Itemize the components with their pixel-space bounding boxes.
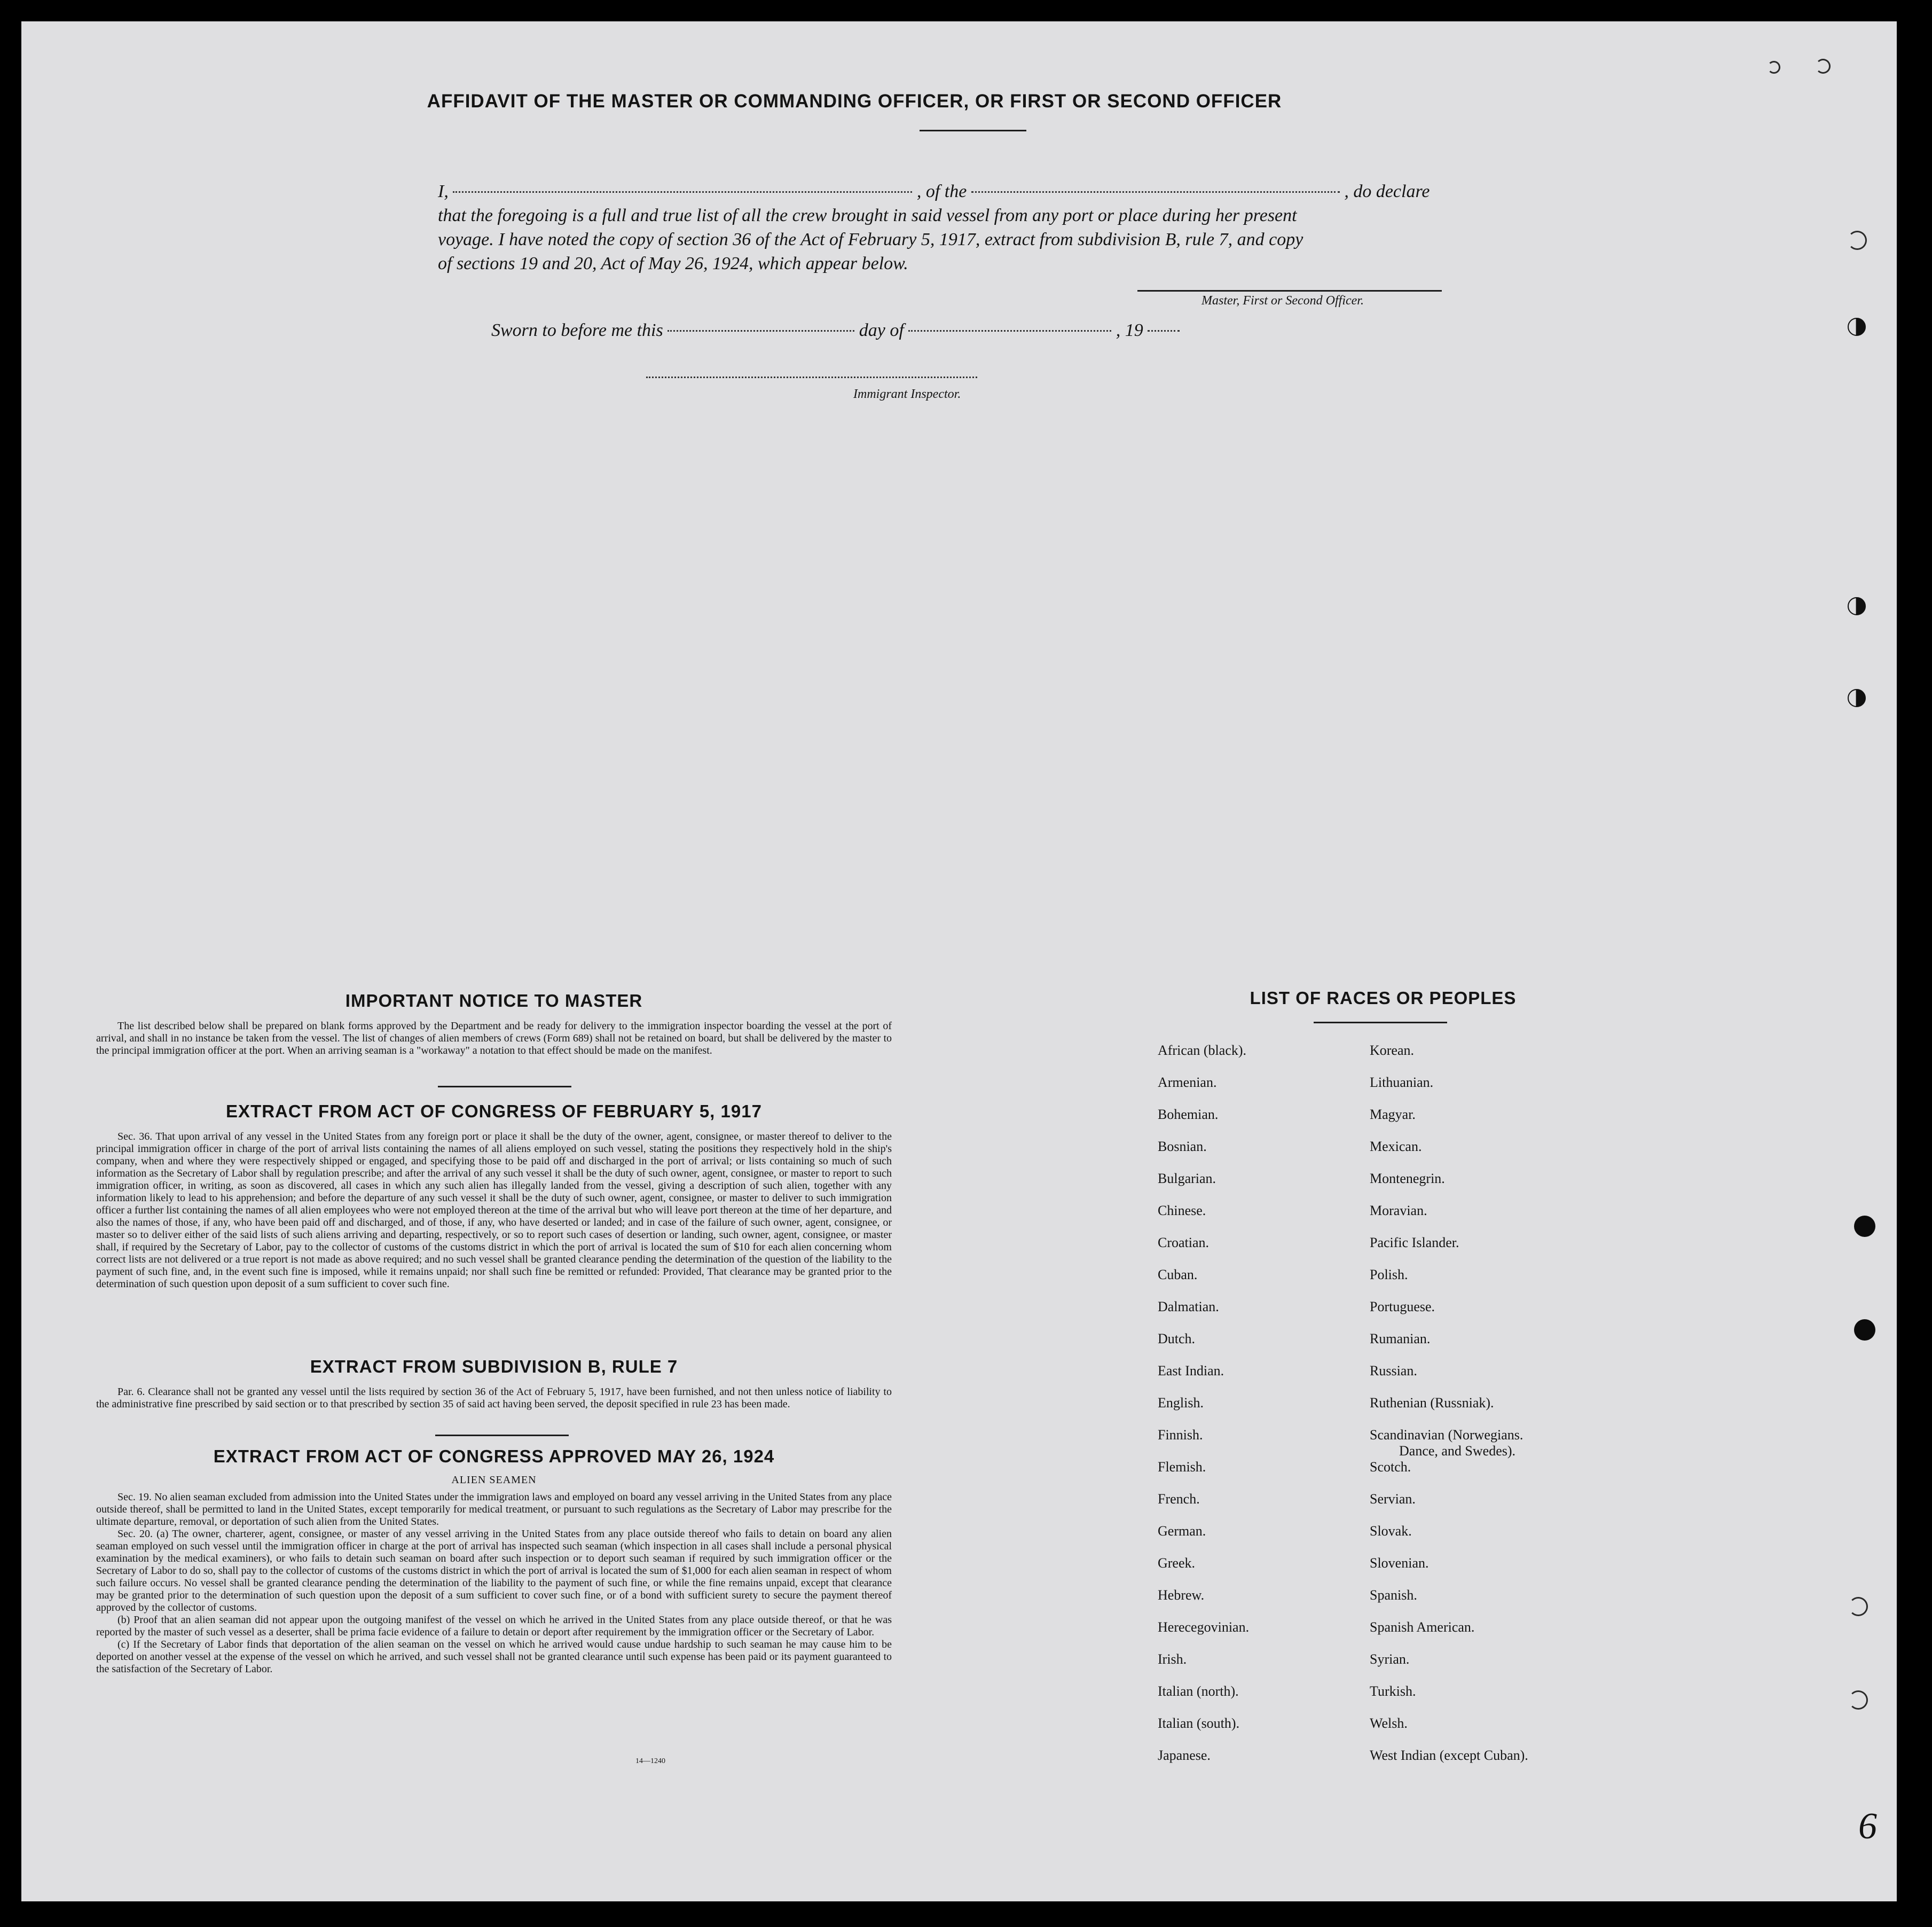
race-item: Dalmatian. <box>1158 1299 1219 1314</box>
race-item: Turkish. <box>1370 1683 1416 1699</box>
declaration-do-declare: , do declare <box>1344 182 1430 201</box>
punch-hole-ring <box>1849 1597 1868 1616</box>
rule-7-title: EXTRACT FROM SUBDIVISION B, RULE 7 <box>310 1357 678 1376</box>
race-item: Irish. <box>1158 1651 1187 1667</box>
race-item: West Indian (except Cuban). <box>1370 1748 1528 1763</box>
act-1917-title: EXTRACT FROM ACT OF CONGRESS OF FEBRUARY 5, 1917 <box>226 1101 762 1121</box>
race-item: German. <box>1158 1523 1206 1539</box>
race-item: French. <box>1158 1491 1200 1507</box>
race-item: Mexican. <box>1370 1139 1422 1154</box>
name-blank[interactable] <box>453 191 912 193</box>
punch-hole-ring <box>1848 231 1867 250</box>
divider-1 <box>438 1086 571 1087</box>
sec-20c-paragraph: (c) If the Secretary of Labor finds that deportation of the alien seaman on the vessel on which he arrived would cause undue hardship to such seaman he may cause him to be deported on another vessel at the expense of the vessel on which he arrived, and such vessel shall not be granted clearance until such expense has been paid or its payment guaranteed to the satisfaction of the Secretary of Labor. <box>96 1639 892 1675</box>
master-caption: Master, First or Second Officer. <box>1201 294 1364 308</box>
race-item: Spanish American. <box>1370 1619 1475 1635</box>
race-item: Moravian. <box>1370 1203 1427 1218</box>
race-item: Syrian. <box>1370 1651 1410 1667</box>
race-item: African (black). <box>1158 1043 1247 1058</box>
divider-2 <box>435 1435 569 1436</box>
race-item: Bulgarian. <box>1158 1171 1216 1186</box>
race-item: Ruthenian (Russniak). <box>1370 1395 1494 1411</box>
master-signature-line[interactable] <box>1137 290 1442 292</box>
race-item: Scotch. <box>1370 1459 1411 1475</box>
year-prefix: , 19 <box>1116 320 1143 340</box>
form-sheet <box>21 21 1897 1901</box>
race-item: Portuguese. <box>1370 1299 1435 1314</box>
form-number: 14—1240 <box>635 1757 665 1765</box>
handwritten-number: 6 <box>1858 1806 1877 1847</box>
race-item: Greek. <box>1158 1555 1196 1571</box>
affidavit-title: AFFIDAVIT OF THE MASTER OR COMMANDING OFFICER, OR FIRST OR SECOND OFFICER <box>427 91 1282 112</box>
sec-19-paragraph: Sec. 19. No alien seaman excluded from admission into the United States under the immigration laws and employed on board any vessel arriving in the United States from any place outside thereof, shall be permitted to land in the United States, except temporarily for medical treatment, or pursuant to such regulations as the Secretary of Labor may prescribe for the ultimate departure, removal, or deportation of such alien from the United States. <box>96 1491 892 1528</box>
races-underline <box>1314 1022 1447 1023</box>
race-item: Slovenian. <box>1370 1555 1429 1571</box>
notice-text <box>96 1020 892 1057</box>
punch-hole <box>1848 318 1866 336</box>
race-item: Bosnian. <box>1158 1139 1207 1154</box>
race-item: Servian. <box>1370 1491 1416 1507</box>
act-1924-text <box>96 1491 892 1675</box>
race-item: Finnish. <box>1158 1427 1203 1443</box>
race-item: Cuban. <box>1158 1267 1198 1282</box>
race-item: Korean. <box>1370 1043 1415 1058</box>
declaration-line-1 <box>438 182 1430 202</box>
sec-20b-paragraph: (b) Proof that an alien seaman did not appear upon the outgoing manifest of the vessel on which he arrived in the United States from any place outside thereof, or that he was reported by the master of such vessel as a deserter, shall be prima facie evidence of a failure to detain or deport after requirement by the immigration officer or the Secretary of Labor. <box>96 1614 892 1638</box>
act-1917-text <box>96 1131 892 1290</box>
day-of-text: day of <box>859 320 904 340</box>
race-item: Rumanian. <box>1370 1331 1431 1346</box>
declaration-line-2: that the foregoing is a full and true list of all the crew brought in said vessel from any port or place during her present <box>438 206 1297 225</box>
race-item: Chinese. <box>1158 1203 1206 1218</box>
race-item: Bohemian. <box>1158 1107 1219 1122</box>
race-item: Welsh. <box>1370 1716 1408 1731</box>
act-1924-title: EXTRACT FROM ACT OF CONGRESS APPROVED MAY 26, 1924 <box>213 1446 775 1466</box>
punch-hole <box>1848 597 1866 615</box>
declaration-line-3: voyage. I have noted the copy of section 36 of the Act of February 5, 1917, extract from subdivision B, rule 7, and copy <box>438 230 1303 249</box>
notice-paragraph: The list described below shall be prepared on blank forms approved by the Department and be ready for delivery to the immigration inspector boarding the vessel at the port of arrival, and shall in no instance be taken from the vessel. The list of changes of alien members of crews (Form 689) shall not be retained on board, but shall be delivered by the master to the principal immigration officer at the port. When an arriving seaman is a "workaway" a notation to that effect should be made on the manifest. <box>96 1020 892 1056</box>
race-item: Croatian. <box>1158 1235 1210 1250</box>
act-1917-paragraph: Sec. 36. That upon arrival of any vessel in the United States from any foreign port or place it shall be the duty of the owner, agent, consignee, or master thereof to deliver to the principal immigration officer in charge of the port of arrival lists containing the names of all aliens employed on such vessel, stating the positions they respectively hold in the ship's company, when and where they were respectively shipped or engaged, and specifying those to be paid off and discharged in the port of arrival; or lists containing so much of such information as the Secretary of Labor shall by regulation prescribe; and after the arrival of any such vessel it shall be the duty of such owner, agent, consignee, or master to report to such immigration officer, in writing, as soon as discovered, all cases in which any such alien has illegally landed from the vessel, giving a description of such alien, together with any information likely to lead to his apprehension; and before the departure of any such vessel it shall be the duty of such owner, agent, consignee, or master to deliver to such immigration officer a further list containing the names of all alien employees who were not employed thereon at the time of the arrival but who will leave port thereon at the time of her departure, and also the names of those, if any, who have been paid off and discharged, and of those, if any, who have deserted or landed; and in case of the failure of such owner, agent, consignee, or master so to deliver either of the said lists of such aliens arriving and departing, respectively, or so to report such cases of desertion or landing, such owner, agent, consignee, or master shall, if required by the Secretary of Labor, pay to the collector of customs of the customs district in which the port of arrival is located the sum of $10 for each alien concerning whom correct lists are not delivered or a true report is not made as above required; and no such vessel shall be granted clearance pending the determination of the question of the liability to the payment of such fine, and, in the event such fine is imposed, while it remains unpaid; nor shall such fine be remitted or refunded: Provided, That clearance may be granted prior to the determination of such question upon deposit of a sum sufficient to cover such fine. <box>96 1131 892 1290</box>
race-item: Italian (north). <box>1158 1683 1239 1699</box>
declaration-of-the: , of the <box>916 182 967 201</box>
race-item: Herecegovinian. <box>1158 1619 1250 1635</box>
corner-mark <box>1768 61 1780 74</box>
notice-title: IMPORTANT NOTICE TO MASTER <box>345 991 643 1010</box>
race-item: Italian (south). <box>1158 1716 1240 1731</box>
day-blank[interactable] <box>667 330 854 332</box>
race-item: Montenegrin. <box>1370 1171 1445 1186</box>
declaration-i: I, <box>438 182 449 201</box>
vessel-blank[interactable] <box>971 191 1340 193</box>
race-item: Spanish. <box>1370 1587 1417 1603</box>
month-blank[interactable] <box>908 330 1111 332</box>
race-item: Japanese. <box>1158 1748 1211 1763</box>
punch-hole-dark <box>1854 1319 1875 1341</box>
rule-7-paragraph: Par. 6. Clearance shall not be granted any vessel until the lists required by section 36 of the Act of February 5, 1917, have been furnished, and not then unless notice of liability to the administrative fine prescribed by said section or to that prescribed by section 35 of said act having been served, the deposit specified in rule 23 has been made. <box>96 1386 892 1410</box>
race-item: Armenian. <box>1158 1075 1217 1090</box>
year-blank[interactable] <box>1148 330 1180 332</box>
race-item: Polish. <box>1370 1267 1408 1282</box>
race-item: English. <box>1158 1395 1204 1411</box>
title-underline <box>920 130 1026 131</box>
corner-mark <box>1816 59 1831 74</box>
race-item: Russian. <box>1370 1363 1417 1378</box>
sworn-line <box>491 320 1180 341</box>
race-item: Magyar. <box>1370 1107 1416 1122</box>
race-item: Hebrew. <box>1158 1587 1205 1603</box>
race-item: Slovak. <box>1370 1523 1412 1539</box>
race-item: Dutch. <box>1158 1331 1196 1346</box>
sec-20a-paragraph: Sec. 20. (a) The owner, charterer, agent, consignee, or master of any vessel arriving in the United States from any place outside thereof who fails to detain on board any alien seaman employed on such vessel until the immigration officer in charge at the port of arrival has inspected such seaman (which inspection in all cases shall include a personal physical examination by the medical examiners), or who fails to detain such seaman on board after such inspection or to deport such seaman if required by such immigration officer or the Secretary of Labor to do so, shall pay to the collector of customs of the customs district in which the port of arrival is located the sum of $1,000 for each alien seaman in respect of whom such failure occurs. No vessel shall be granted clearance pending the determination of the liability to the payment of such fine, or while the fine remains unpaid, except that clearance may be granted prior to the determination of such question upon the deposit of a sum sufficient to cover such fine, or of a bond with sufficient surety to secure the payment thereof approved by the collector of customs. <box>96 1528 892 1613</box>
race-item: Dance, and Swedes). <box>1399 1443 1516 1459</box>
punch-hole <box>1848 689 1866 707</box>
race-item: Pacific Islander. <box>1370 1235 1459 1250</box>
race-item: Scandinavian (Norwegians. <box>1370 1427 1523 1443</box>
inspector-signature-line[interactable] <box>646 377 977 378</box>
punch-hole-dark <box>1854 1216 1875 1237</box>
rule-7-text <box>96 1386 892 1411</box>
race-item: Flemish. <box>1158 1459 1206 1475</box>
race-item: East Indian. <box>1158 1363 1224 1378</box>
declaration-line-4: of sections 19 and 20, Act of May 26, 1924, which appear below. <box>438 254 908 273</box>
races-title: LIST OF RACES OR PEOPLES <box>1250 988 1517 1008</box>
inspector-caption: Immigrant Inspector. <box>853 387 961 401</box>
act-1924-subtitle: ALIEN SEAMEN <box>451 1474 537 1486</box>
punch-hole-ring <box>1849 1690 1868 1710</box>
race-item: Lithuanian. <box>1370 1075 1434 1090</box>
sworn-text: Sworn to before me this <box>491 320 663 340</box>
